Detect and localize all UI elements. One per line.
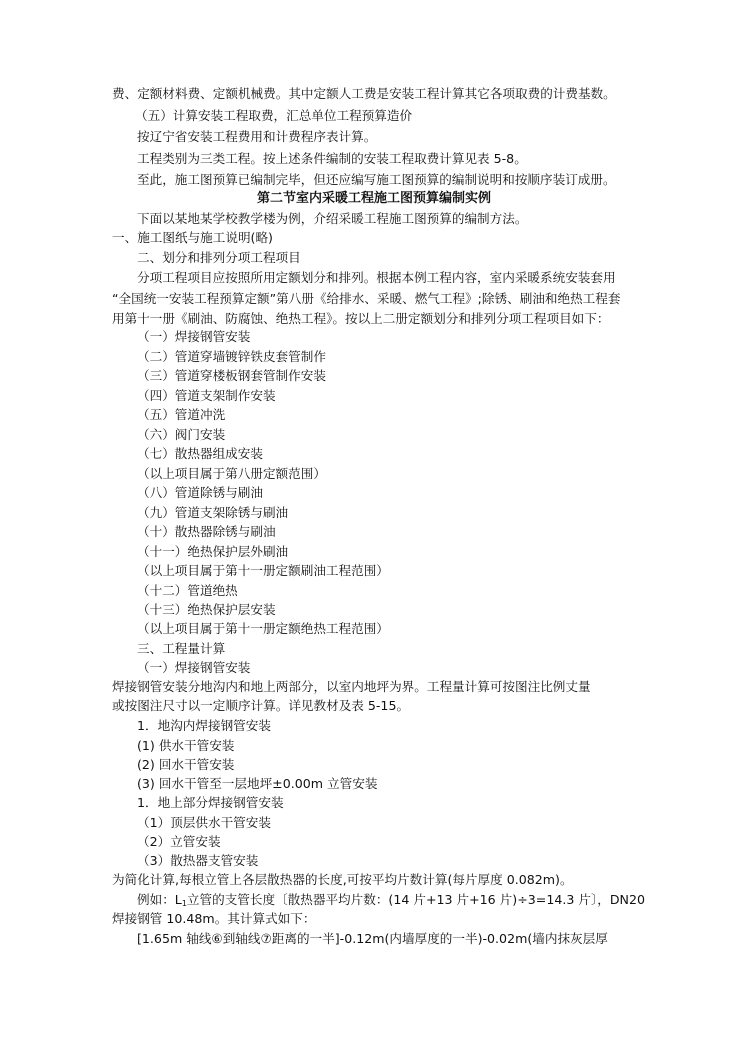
paragraph-line: 分项工程项目应按照所用定额划分和排列。根据本例工程内容，室内采暖系统安装套用	[137, 270, 616, 285]
paragraph-line: 为简化计算,每根立管上各层散热器的长度,可按平均片数计算(每片厚度 0.082m)。	[112, 872, 573, 887]
paragraph-line: 用第十一册《刷油、防腐蚀、绝热工程》。按以上二册定额划分和排列分项工程项目如下：	[112, 311, 610, 326]
list-item: （十三）绝热保护层安装	[137, 602, 276, 617]
paragraph-line: 费、定额材料费、定额机械费。其中定额人工费是安装工程计算其它各项取费的计费基数。	[112, 86, 616, 101]
paragraph-line: 焊接钢管 10.48m。其计算式如下：	[112, 911, 316, 926]
heading-2: 二、划分和排列分项工程项目	[137, 250, 301, 265]
paragraph-line	[137, 891, 645, 909]
heading-2: 三、工程量计算	[137, 641, 226, 656]
list-item: （四）管道支架制作安装	[137, 388, 276, 403]
formula-line: [1.65m 轴线⑥到轴线⑦距离的一半]-0.12m(内墙厚度的一半)-0.02m(墙内抹灰层厚	[137, 931, 608, 946]
list-item: （六）阀门安装	[137, 427, 226, 442]
list-item: （一）焊接钢管安装	[137, 329, 251, 344]
list-item: (2) 回水干管安装	[137, 757, 235, 772]
list-note: （以上项目属于第十一册定额刷油工程范围）	[137, 563, 389, 578]
list-item: (1) 供水干管安装	[137, 738, 235, 753]
list-item: （九）管道支架除锈与刷油	[137, 505, 289, 520]
paragraph-line: （五）计算安装工程取费，汇总单位工程预算造价	[135, 108, 413, 123]
list-item: （八）管道除锈与刷油	[137, 485, 263, 500]
list-item: （三）管道穿楼板钢套管制作安装	[137, 368, 326, 383]
sub-heading: 1．地上部分焊接钢管安装	[137, 795, 284, 810]
list-item: （十）散热器除锈与刷油	[137, 524, 276, 539]
example-text: 立管的支管长度〔散热器平均片数：(14 片+13 片+16 片)÷3=14.3 片〕，DN20	[186, 892, 645, 907]
list-item: （五）管道冲洗	[137, 407, 226, 422]
list-item: （二）管道穿墙镀锌铁皮套管制作	[137, 349, 326, 364]
list-item: （1）顶层供水干管安装	[137, 815, 271, 830]
sub-heading: 1．地沟内焊接钢管安装	[137, 718, 271, 733]
example-label: 例如：L	[137, 892, 182, 907]
list-item: （一）焊接钢管安装	[137, 660, 251, 675]
list-item: （七）散热器组成安装	[137, 446, 263, 461]
list-note: （以上项目属于第八册定额范围）	[137, 466, 326, 481]
paragraph-line: 下面以某地某学校教学楼为例，介绍采暖工程施工图预算的编制方法。	[137, 211, 528, 226]
paragraph-line: 焊接钢管安装分地沟内和地上两部分，以室内地坪为界。工程量计算可按图注比例丈量	[112, 679, 591, 694]
subscript: 1	[181, 899, 187, 908]
list-note: （以上项目属于第十一册定额绝热工程范围）	[137, 621, 389, 636]
paragraph-line: 或按图注尺寸以一定顺序计算。详见教材及表 5-15。	[112, 698, 410, 713]
paragraph-line: 工程类别为三类工程。按上述条件编制的安装工程取费计算见表 5-8。	[137, 151, 527, 166]
list-item: （十二）管道绝热	[137, 583, 238, 598]
paragraph-line: 至此，施工图预算已编制完毕，但还应编写施工图预算的编制说明和按顺序装订成册。	[137, 172, 616, 187]
list-item: （2）立管安装	[137, 834, 221, 849]
list-item: （3）散热器支管安装	[137, 853, 259, 868]
paragraph-line: “全国统一安装工程预算定额”第八册《给排水、采暖、燃气工程》;除锈、刷油和绝热工程套	[112, 291, 621, 306]
list-item: （十一）绝热保护层外刷油	[137, 544, 289, 559]
paragraph-line: 按辽宁省安装工程费用和计费程序表计算。	[137, 129, 377, 144]
heading-1: 一、施工图纸与施工说明(略)	[112, 230, 273, 245]
section-title: 第二节室内采暖工程施工图预算编制实例	[257, 191, 492, 206]
list-item: (3) 回水干管至一层地坪±0.00m 立管安装	[137, 776, 378, 791]
